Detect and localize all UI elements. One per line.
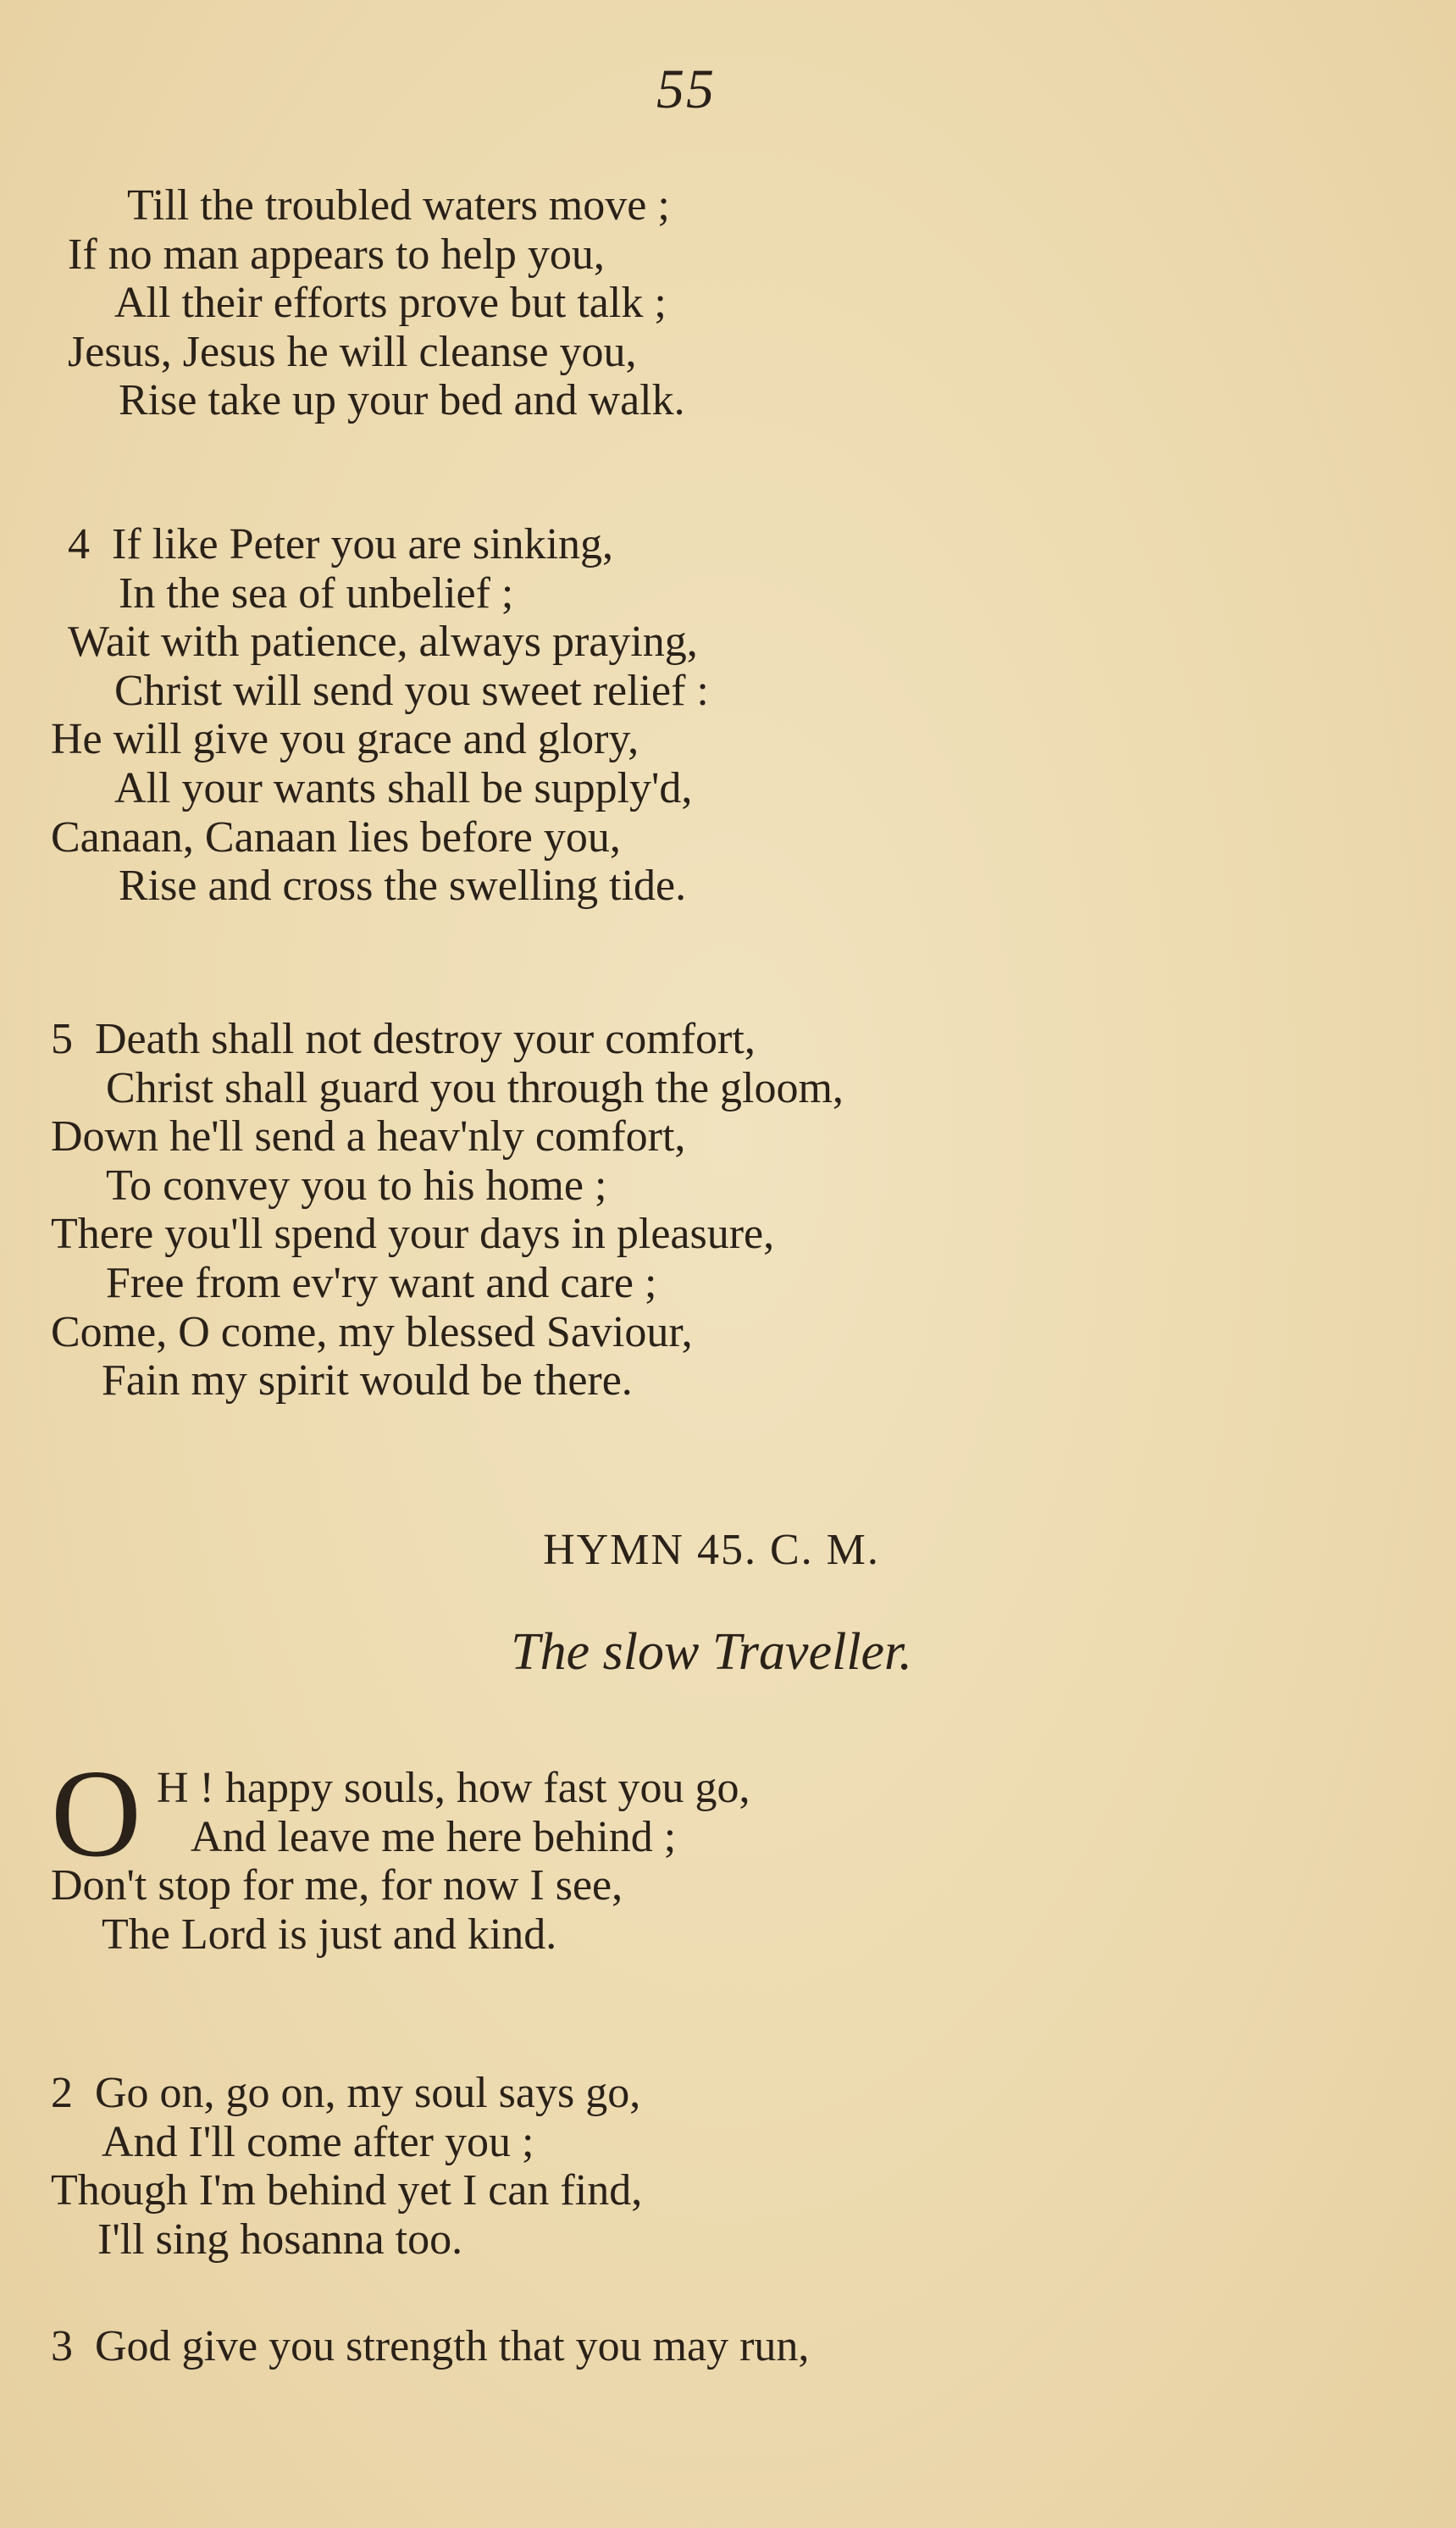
verse-line: He will give you grace and glory,: [51, 715, 639, 764]
hymn-subtitle: The slow Traveller.: [511, 1623, 912, 1681]
stanza-number: 2: [51, 2069, 73, 2117]
verse-line: All your wants shall be supply'd,: [114, 763, 693, 812]
verse-line: [51, 520, 1406, 569]
stanza-number: 5: [51, 1015, 73, 1063]
hymn-45-stanza-2: [51, 2069, 1406, 2264]
stanza-5: [51, 1015, 1406, 1405]
hymn-45-stanza-1: [51, 1744, 1406, 1959]
verse-line: Christ shall guard you through the gloom,: [106, 1063, 844, 1112]
verse-line: [51, 1015, 1406, 1064]
verse-line: To convey you to his home ;: [106, 1161, 607, 1210]
stanza-number: 3: [51, 2322, 73, 2370]
verse-line: Don't stop for me, for now I see,: [51, 1861, 623, 1910]
verse-line: Canaan, Canaan lies before you,: [51, 812, 621, 862]
stanza-number: 4: [68, 520, 90, 568]
verse-line: The Lord is just and kind.: [102, 1910, 557, 1959]
verse-line: Jesus, Jesus he will cleanse you,: [68, 327, 637, 376]
verse-line: Free from ev'ry want and care ;: [106, 1258, 657, 1307]
verse-line: Fain my spirit would be there.: [102, 1356, 633, 1405]
verse-line: Christ will send you sweet relief :: [114, 666, 709, 715]
drop-cap: O: [51, 1744, 141, 1883]
verse-line: Rise and cross the swelling tide.: [119, 862, 687, 911]
verse-line: Rise take up your bed and walk.: [119, 376, 685, 425]
verse-line: All their efforts prove but talk ;: [114, 279, 667, 328]
verse-line: Come, O come, my blessed Saviour,: [51, 1307, 693, 1356]
verse-line: In the sea of unbelief ;: [119, 568, 514, 618]
verse-line: Till the troubled waters move ;: [127, 181, 670, 230]
hymn-45-stanza-3: [51, 2322, 1406, 2371]
verse-line: Down he'll send a heav'nly comfort,: [51, 1112, 686, 1161]
verse-line: And leave me here behind ;: [191, 1812, 677, 1861]
verse-line: [51, 2069, 1406, 2118]
verse-line: And I'll come after you ;: [102, 2117, 534, 2166]
hymn-heading: HYMN 45. C. M.: [543, 1526, 880, 1574]
verse-line: H ! happy souls, how fast you go,: [157, 1764, 750, 1812]
verse-line: I'll sing hosanna too.: [97, 2215, 463, 2264]
verse-line-text: If like Peter you are sinking,: [112, 520, 614, 568]
verse-line: Though I'm behind yet I can find,: [51, 2166, 643, 2215]
verse-line: Wait with patience, always praying,: [68, 618, 698, 667]
verse-line: If no man appears to help you,: [68, 230, 605, 279]
stanza-continued: [51, 181, 1406, 425]
verse-line-text: Go on, go on, my soul says go,: [95, 2069, 641, 2117]
stanza-4: [51, 520, 1406, 911]
verse-line: There you'll spend your days in pleasure,: [51, 1210, 775, 1259]
verse-line-text: God give you strength that you may run,: [95, 2322, 810, 2370]
page-number: 55: [656, 58, 716, 120]
verse-line-text: Death shall not destroy your comfort,: [95, 1015, 756, 1063]
verse-line: [51, 2322, 1406, 2371]
